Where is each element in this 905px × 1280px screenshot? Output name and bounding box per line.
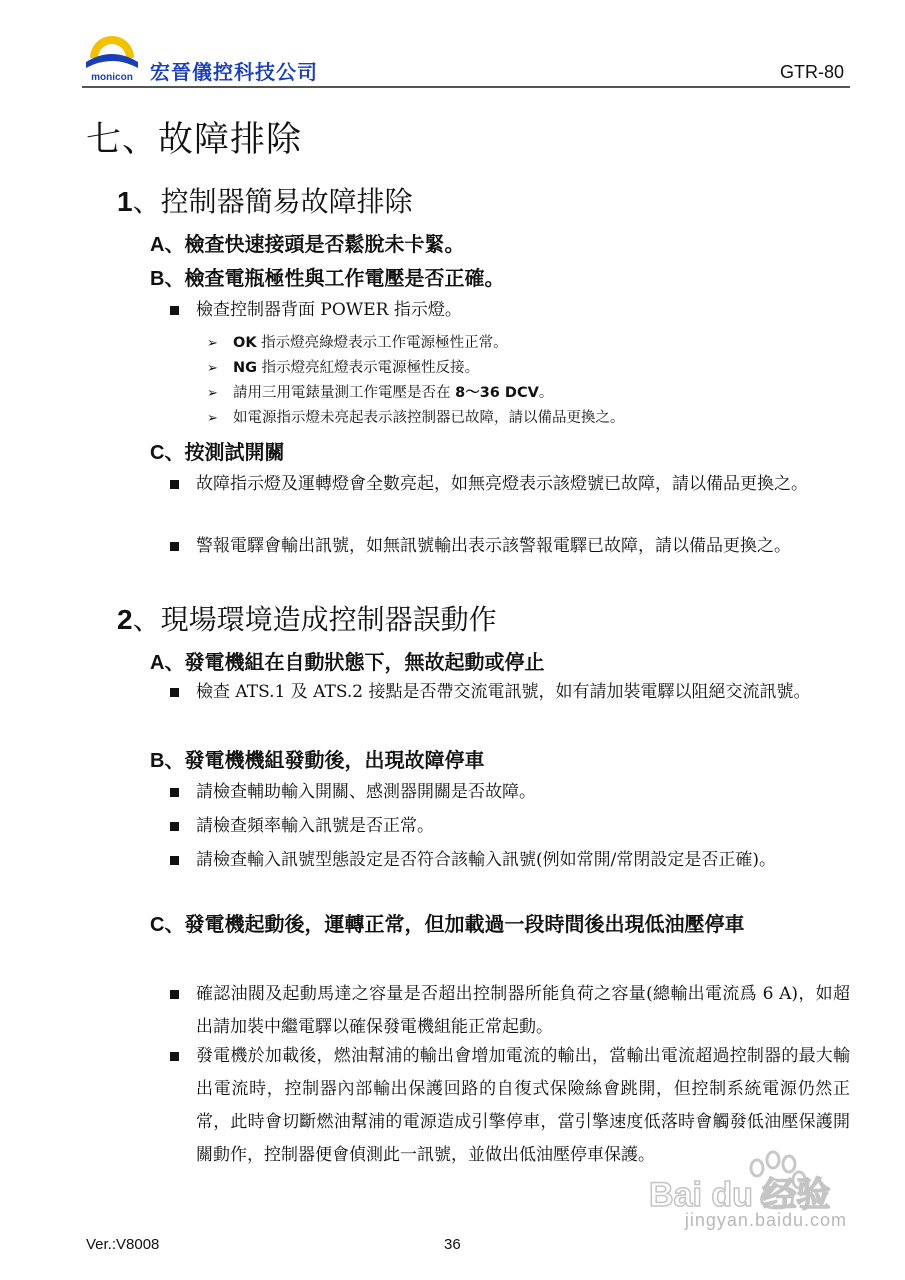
arrow-bullet-icon: ➢ — [207, 361, 218, 376]
square-bullet-icon — [170, 688, 179, 697]
sub-item: ➢ 請用三用電錶量測工作電壓是否在 8～36 DCV。 — [207, 385, 554, 401]
bullet-item: 檢查 ATS.1 及 ATS.2 接點是否帶交流電訊號，如有請加裝電驛以阻絕交流訊號。 — [170, 676, 850, 709]
section-2-heading: 2、現場環境造成控制器誤動作 — [117, 603, 497, 636]
square-bullet-icon — [170, 788, 179, 797]
bullet-item: 故障指示燈及運轉燈會全數亮起，如無亮燈表示該燈號已故障，請以備品更換之。 — [170, 468, 850, 501]
section-1-item-c: C、按測試開關 — [150, 440, 285, 464]
bullet-item: 檢查控制器背面 POWER 指示燈。 — [170, 294, 850, 327]
monicon-logo — [82, 28, 142, 86]
page-header — [82, 24, 850, 88]
sub-item: ➢ 如電源指示燈未亮起表示該控制器已故障，請以備品更換之。 — [207, 410, 625, 426]
section-2-item-c: C、發電機起動後，運轉正常，但加載過一段時間後出現低油壓停車 — [150, 912, 745, 936]
chapter-title: 七、故障排除 — [86, 120, 303, 160]
square-bullet-icon — [170, 822, 179, 831]
bullet-item: 請檢查輸入訊號型態設定是否符合該輸入訊號(例如常開/常閉設定是否正確)。 — [170, 844, 850, 877]
header-divider — [82, 86, 850, 88]
square-bullet-icon — [170, 1052, 179, 1061]
section-1-item-b: B、檢查電瓶極性與工作電壓是否正確。 — [150, 266, 505, 290]
section-1-item-a: A、檢查快速接頭是否鬆脫未卡緊。 — [150, 232, 465, 256]
svg-text:Bai du 经验: Bai du 经验 — [649, 1176, 831, 1214]
section-1-heading: 1、控制器簡易故障排除 — [117, 185, 413, 218]
baidu-paw-watermark-icon — [645, 1150, 855, 1250]
square-bullet-icon — [170, 542, 179, 551]
bullet-item: 警報電驛會輸出訊號，如無訊號輸出表示該警報電驛已故障，請以備品更換之。 — [170, 530, 850, 563]
arrow-bullet-icon: ➢ — [207, 386, 218, 401]
watermark-url: jingyan.baidu.com — [684, 1210, 847, 1230]
square-bullet-icon — [170, 990, 179, 999]
model-number: GTR-80 — [779, 62, 844, 82]
svg-text:monicon: monicon — [91, 72, 133, 83]
section-2-item-b: B、發電機機組發動後，出現故障停車 — [150, 748, 485, 772]
square-bullet-icon — [170, 306, 179, 315]
square-bullet-icon — [170, 480, 179, 489]
arrow-bullet-icon: ➢ — [207, 336, 218, 351]
sub-item: ➢ NG 指示燈亮紅燈表示電源極性反接。 — [207, 360, 480, 376]
bullet-item: 請檢查頻率輸入訊號是否正常。 — [170, 810, 850, 843]
company-name: 宏晉儀控科技公司 — [150, 60, 318, 84]
bullet-item: 確認油閥及起動馬達之容量是否超出控制器所能負荷之容量(總輸出電流爲 6 A)，如超出請加裝中繼電驛以確保發電機組能正常起動。 — [170, 978, 850, 1044]
square-bullet-icon — [170, 856, 179, 865]
bullet-item: 請檢查輔助輸入開關、感測器開關是否故障。 — [170, 776, 850, 809]
section-2-item-a: A、發電機組在自動狀態下，無故起動或停止 — [150, 650, 545, 674]
page-number: 36 — [444, 1236, 461, 1253]
bullet-item: 發電機於加載後，燃油幫浦的輸出會增加電流的輸出，當輸出電流超過控制器的最大輸出電流時，控制器內部輸出保護回路的自復式保險絲會跳開，但控制系統電源仍然正常，此時會切斷燃油幫浦的電源造成引擎停車，當引擎速度低落時會觸發低油壓保護開關動作，控制器便會偵測此一訊號，並做出低油壓停車保護。 — [170, 1040, 850, 1172]
sub-item: ➢ OK 指示燈亮綠燈表示工作電源極性正常。 — [207, 335, 508, 351]
version-label: Ver.:V8008 — [86, 1236, 160, 1253]
arrow-bullet-icon: ➢ — [207, 411, 218, 426]
